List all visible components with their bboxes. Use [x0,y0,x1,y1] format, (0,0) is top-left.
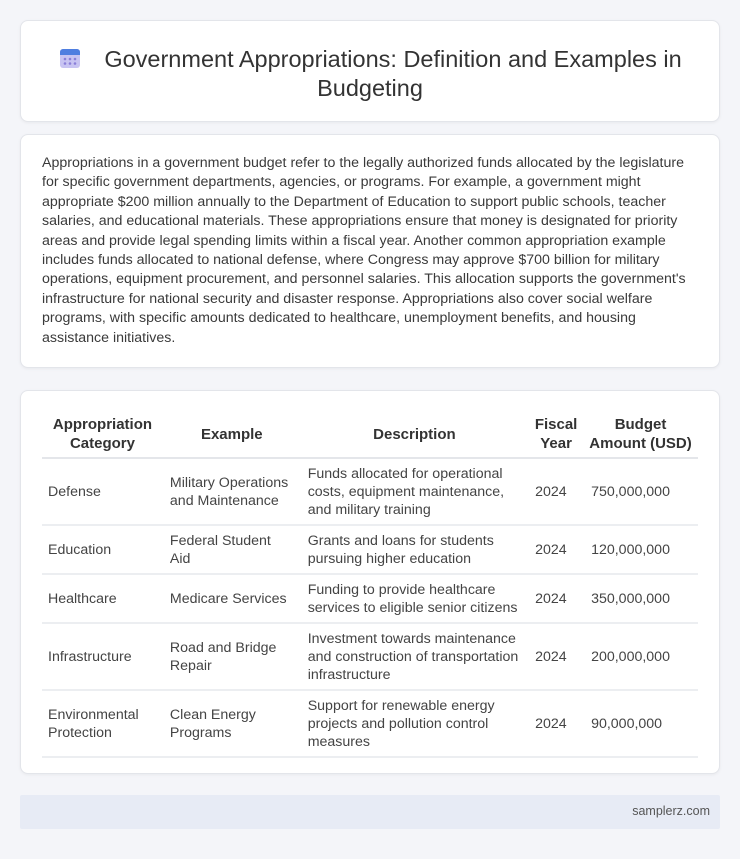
cell-fiscal-year: 2024 [528,458,584,525]
cell-example: Military Operations and Maintenance [163,458,301,525]
cell-budget-amount: 120,000,000 [584,525,697,574]
cell-category: Environmental Protection [42,690,163,757]
header-example: Example [163,405,301,458]
table-row [42,458,697,525]
cell-fiscal-year: 2024 [528,525,584,574]
cell-example: Clean Energy Programs [163,690,301,757]
header-budget-amount: Budget Amount (USD) [584,405,697,458]
cell-example: Medicare Services [163,574,301,623]
table-row [42,623,697,690]
footer-site-link[interactable]: samplerz.com [632,804,710,818]
header-fiscal-year: Fiscal Year [528,405,584,458]
footer-bar [20,795,720,829]
table-header-row [42,405,697,458]
header-category: Appropriation Category [42,405,163,458]
cell-budget-amount: 90,000,000 [584,690,697,757]
cell-description: Support for renewable energy projects and pollution control measures [301,690,528,757]
calendar-icon [58,46,82,70]
page-title: Government Appropriations: Definition and Examples in Budgeting [104,46,682,101]
cell-category: Healthcare [42,574,163,623]
cell-category: Education [42,525,163,574]
cell-example: Road and Bridge Repair [163,623,301,690]
cell-fiscal-year: 2024 [528,574,584,623]
page-title-wrap [21,45,719,103]
table-card [20,390,720,774]
table-row [42,525,697,574]
cell-budget-amount: 350,000,000 [584,574,697,623]
table-row [42,690,697,757]
cell-budget-amount: 750,000,000 [584,458,697,525]
intro-card [20,134,720,368]
cell-description: Investment towards maintenance and construction of transportation infrastructure [301,623,528,690]
cell-budget-amount: 200,000,000 [584,623,697,690]
appropriations-table [42,405,698,758]
cell-category: Infrastructure [42,623,163,690]
intro-paragraph: Appropriations in a government budget refer to the legally authorized funds allocated by the legislature for specific government departments, agencies, or programs. For example, a government might appropriate $200 million annually to the Department of Education to support public schools, teacher salaries, and educational materials. These appropriations ensure that money is designated for priority areas and provide legal spending limits within a fiscal year. Another common appropriation example includes funds allocated to national defense, where Congress may approve $700 billion for military operations, equipment procurement, and personnel salaries. This allocation supports the government's infrastructure for national security and disaster response. Appropriations also cover social welfare programs, with specific amounts dedicated to healthcare, unemployment benefits, and housing assistance initiatives. [42,155,686,346]
cell-category: Defense [42,458,163,525]
header-description: Description [301,405,528,458]
cell-description: Funding to provide healthcare services to eligible senior citizens [301,574,528,623]
cell-description: Grants and loans for students pursuing higher education [301,525,528,574]
table-row [42,574,697,623]
cell-description: Funds allocated for operational costs, equipment maintenance, and military training [301,458,528,525]
cell-fiscal-year: 2024 [528,623,584,690]
title-card [20,20,720,122]
cell-example: Federal Student Aid [163,525,301,574]
cell-fiscal-year: 2024 [528,690,584,757]
